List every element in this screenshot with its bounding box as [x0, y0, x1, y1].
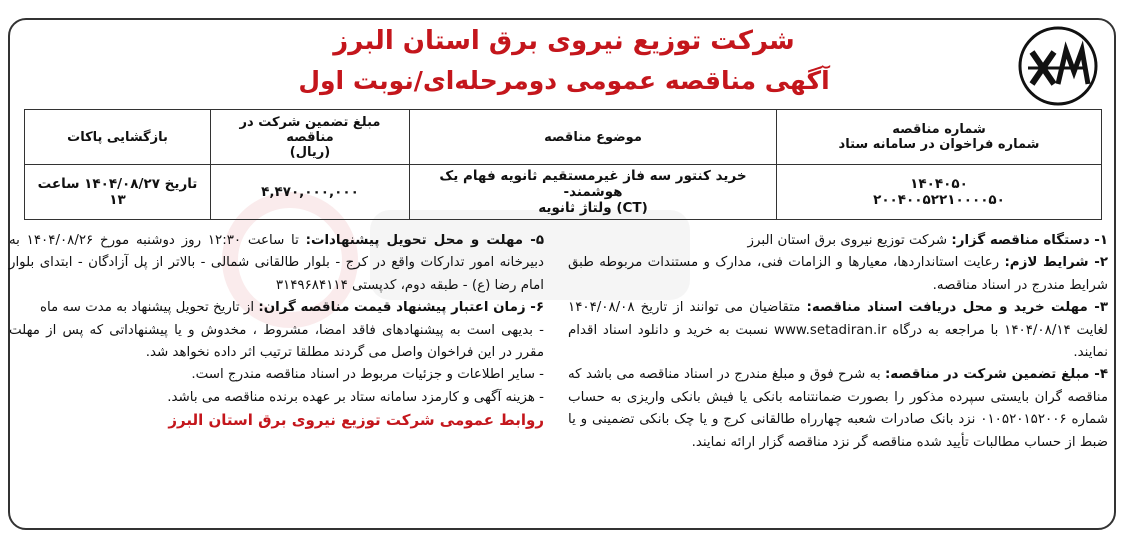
item-3: ۳- مهلت خرید و محل دریافت اسناد مناقصه: متقاضیان می توانند از تاریخ ۱۴۰۴/۰۸/۰۸ لغایت ۱۴۰۴/۰۸/۱۴ با مراجعه به درگاه www.setadiran.ir نسبت به خرید و دانلود اسناد اقدام نمایند. — [568, 300, 1108, 361]
note-3: - هزینه آگهی و کارمزد سامانه ستاد بر عهده برنده مناقصه می باشد. — [167, 389, 544, 405]
company-title: شرکت توزیع نیروی برق استان البرز — [333, 26, 795, 56]
right-column — [568, 230, 1108, 454]
notice-title: آگهی مناقصه عمومی دومرحله‌ای/نوبت اول — [298, 66, 830, 95]
public-relations-signature: روابط عمومی شرکت توزیع نیروی برق استان البرز — [168, 411, 544, 430]
header-opening: بازگشایی پاکات — [25, 110, 211, 165]
item-1: ۱- دستگاه مناقصه گزار: شرکت توزیع نیروی برق استان البرز — [747, 233, 1108, 248]
note-2: - سایر اطلاعات و جزئیات مربوط در اسناد مناقصه مندرج است. — [191, 367, 544, 383]
item-2: ۲- شرایط لازم: رعایت استانداردها، معیارها و الزامات فنی، مدارک و مستندات مربوطه طبق شرایط مندرج در اسناد مناقصه. — [568, 255, 1108, 293]
note-1: - بدیهی است به پیشنهادهای فاقد امضا، مشروط ، مخدوش و یا پیشنهاداتی که پس از مهلت مقرر در این فراخوان واصل می گردند مطلقا ترتیب اثر داده نخواهد شد. — [9, 322, 544, 361]
table-header-row — [25, 110, 1102, 165]
item-6: ۶- زمان اعتبار پیشنهاد قیمت مناقصه گران: از تاریخ تحویل پیشنهاد به مدت سه ماه — [39, 300, 544, 316]
table-row — [25, 165, 1102, 220]
cell-subject: خرید کنتور سه فاز غیرمستقیم ثانویه فهام یک هوشمند- (CT) ولتاژ ثانویه — [410, 165, 777, 220]
header-tender-number: شماره مناقصه شماره فراخوان در سامانه ستاد — [777, 110, 1102, 165]
cell-tender-number: ۱۴۰۴۰۵۰ ۲۰۰۴۰۰۵۲۲۱۰۰۰۰۵۰ — [777, 165, 1102, 220]
tender-table — [24, 109, 1102, 220]
left-column — [9, 230, 544, 432]
header-guarantee: مبلغ تضمین شرکت در مناقصه (ریال) — [211, 110, 410, 165]
item-5: ۵- مهلت و محل تحویل پیشنهادات: تا ساعت ۱۲:۳۰ روز دوشنبه مورخ ۱۴۰۴/۰۸/۲۶ به دبیرخانه امور تدارکات واقع در کرج - بلوار طالقانی شمالی - بالاتر از پل آزادگان - ابتدای بلوار امام رضا (ع) - طبقه دوم، کدپستی ۳۱۴۹۶۸۴۱۱۴ — [9, 233, 545, 293]
cell-guarantee: ۴,۴۷۰,۰۰۰,۰۰۰ — [211, 165, 410, 220]
header-subject: موضوع مناقصه — [410, 110, 777, 165]
item-4: ۴- مبلغ تضمین شرکت در مناقصه: به شرح فوق و مبلغ مندرج در اسناد مناقصه می باشد که مناقصه گران بایستی سپرده مذکور را بصورت ضمانتنامه بانکی یا فیش بانکی واریزی به حساب شماره ۰۱۰۵۲۰۱۵۲۰۰۶ نزد بانک صادرات شعبه چهارراه طالقانی کرج و یا چک بانکی تضمینی و یا ضبط از حساب مطالبات تأیید شده مناقصه گر نزد مناقصه گزار ارائه نمایند. — [568, 367, 1109, 450]
cell-opening: تاریخ ۱۴۰۴/۰۸/۲۷ ساعت ۱۳ — [25, 165, 211, 220]
